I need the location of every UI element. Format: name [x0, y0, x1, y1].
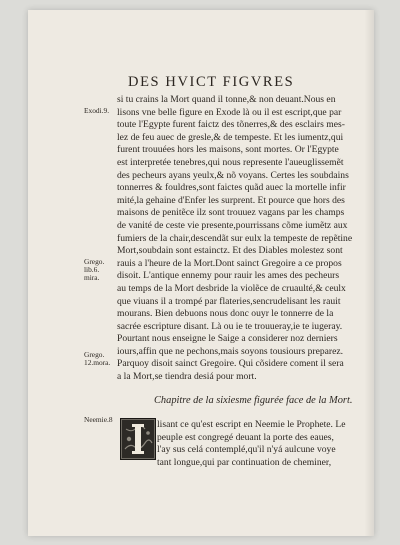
body-text-section-2 [117, 419, 400, 469]
margin-note-gregoire-mora: Grego. 12.mora. [84, 350, 111, 368]
text-line: iours,affin que ne pechons,mais soyons tousiours preparez. [117, 345, 344, 357]
text-line: rauis a l'heure de la Mort.Dont sainct Gregoire a ce propos [117, 257, 342, 269]
text-line: peuple est congregé deuant la porte des eaues, [157, 431, 334, 443]
text-line: si tu crains la Mort quand il tonne,& non deuant.Nous en [117, 94, 336, 105]
chapter-heading: Chapitre de la sixiesme figurée face de la Mort. [154, 395, 353, 406]
text-line: lisant ce qu'est escript en Neemie le Prophete. Le [157, 419, 346, 430]
text-line: Pourtant nous enseigne le Saige a considerer noz derniers [117, 333, 338, 345]
text-line: des pecheurs ayans yeulx,& nõ voyans. Certes les soubdains [117, 169, 349, 181]
text-line: mourans. Bien debuons nous donc ouyr le tonnerre de la [117, 308, 334, 320]
text-line: de vanité de ceste vie presente,pourrissans cõme iumẽtz aux [117, 219, 348, 231]
text-line: furent trouuées hors les maisons, sont mortes. Or l'Egypte [117, 144, 339, 156]
text-line: sacrée escripture disant. Là ou ie te trouueray,ie te iugeray. [117, 320, 343, 332]
margin-note-gregoire-lib: Grego. lib.6. mira. [84, 257, 105, 283]
text-line: Parquoy disoit sainct Gregoire. Qui cõsidere coment il sera [117, 358, 344, 370]
text-line: mité,la gehaine d'Enfer les surprent. Et pource que hors des [117, 194, 345, 206]
margin-note-exodi: Exodi.9. [84, 106, 110, 115]
text-line: l'ay sus celá contemplé,qu'il n'yá aulcune voye [157, 444, 336, 456]
text-line: disoit. L'antique ennemy pour rauir les ames des pecheurs [117, 270, 340, 282]
book-page [28, 10, 374, 536]
text-line: maisons de penitẽce ilz sont trouuez vagans par les champs [117, 207, 345, 219]
text-line: toute l'Egypte furent faictz des tõnerres,& des esclairs mes- [117, 119, 345, 131]
text-line: lez de feu auec de gresle,& de tempeste. Et les iumentz,qui [117, 131, 344, 143]
text-line: au temps de la Mort desbride la violẽce de cruaulté,& ceulx [117, 282, 346, 294]
text-line: a la Mort,se tiendra desiá pour mort. [117, 371, 257, 383]
text-line: que viuans il a trompé par flateries,sencrudelisant les rauit [117, 295, 341, 307]
text-line: tonnerres & fouldres,sont faictes quãd auec la mortelle infir [117, 182, 346, 194]
text-line: Mort,soubdain sont estainctz. Et des Diables molestez sont [117, 245, 343, 257]
text-line: est interpretée tenebres,qui nous represente l'aueuglissemẽt [117, 156, 344, 168]
text-line: tant longue,qui par continuation de cheminer, [157, 456, 332, 468]
margin-note-neemie: Neemie.8 [84, 415, 113, 424]
body-text-section-1 [117, 94, 400, 384]
text-line: fumiers de la chair,descendãt sur eulx la tempeste de repẽtine [117, 232, 353, 244]
text-line: lisons vne belle figure en Exode là ou il est escript,que par [117, 106, 342, 118]
running-head: DES HVICT FIGVRES [128, 74, 295, 90]
